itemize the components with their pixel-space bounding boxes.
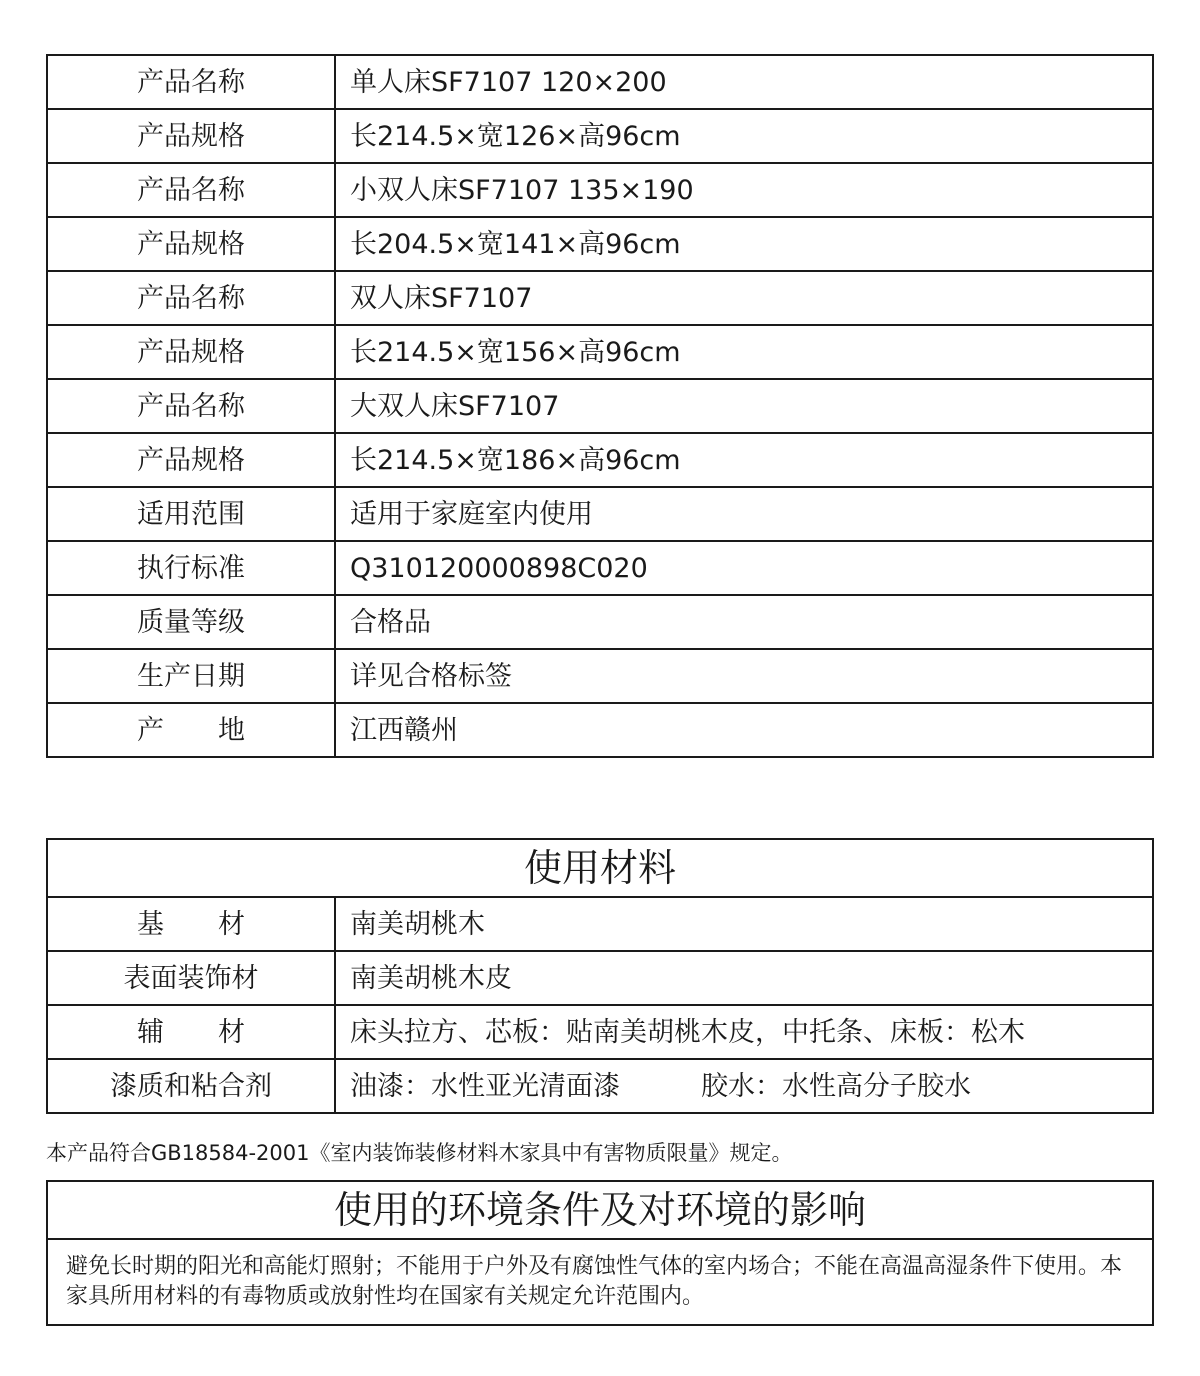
row-value: 单人床SF7107 120×200 bbox=[335, 55, 1153, 109]
row-value: 长214.5×宽156×高96cm bbox=[335, 325, 1153, 379]
table-row bbox=[47, 109, 1153, 163]
row-label: 辅 材 bbox=[47, 1005, 335, 1059]
table-row bbox=[47, 703, 1153, 757]
product-spec-table bbox=[46, 54, 1154, 758]
row-label: 产品规格 bbox=[47, 217, 335, 271]
row-value: 详见合格标签 bbox=[335, 649, 1153, 703]
materials-title: 使用材料 bbox=[47, 839, 1153, 897]
row-value: 长214.5×宽186×高96cm bbox=[335, 433, 1153, 487]
row-value: 合格品 bbox=[335, 595, 1153, 649]
table-row bbox=[47, 163, 1153, 217]
table-row bbox=[47, 649, 1153, 703]
row-label: 产品名称 bbox=[47, 55, 335, 109]
table-row bbox=[47, 1059, 1153, 1113]
table-row bbox=[47, 951, 1153, 1005]
row-label: 适用范围 bbox=[47, 487, 335, 541]
row-value: 南美胡桃木皮 bbox=[335, 951, 1153, 1005]
compliance-note: 本产品符合GB18584-2001《室内装饰装修材料木家具中有害物质限量》规定。 bbox=[46, 1141, 793, 1165]
row-label: 产品名称 bbox=[47, 271, 335, 325]
table-row bbox=[47, 55, 1153, 109]
row-value: 双人床SF7107 bbox=[335, 271, 1153, 325]
row-label: 表面装饰材 bbox=[47, 951, 335, 1005]
row-label: 基 材 bbox=[47, 897, 335, 951]
environment-body: 避免长时期的阳光和高能灯照射；不能用于户外及有腐蚀性气体的室内场合；不能在高温高湿条件下使用。本家具所用材料的有毒物质或放射性均在国家有关规定允许范围内。 bbox=[66, 1254, 1123, 1309]
row-value: 长204.5×宽141×高96cm bbox=[335, 217, 1153, 271]
table-row bbox=[47, 595, 1153, 649]
environment-title: 使用的环境条件及对环境的影响 bbox=[48, 1182, 1152, 1240]
row-label: 产 地 bbox=[47, 703, 335, 757]
row-label: 产品规格 bbox=[47, 433, 335, 487]
row-value: 南美胡桃木 bbox=[335, 897, 1153, 951]
row-label: 质量等级 bbox=[47, 595, 335, 649]
table-row bbox=[47, 541, 1153, 595]
table-row bbox=[47, 271, 1153, 325]
row-label: 产品名称 bbox=[47, 379, 335, 433]
materials-header-row bbox=[47, 839, 1153, 897]
materials-table bbox=[46, 838, 1154, 1114]
row-value: 小双人床SF7107 135×190 bbox=[335, 163, 1153, 217]
table-row bbox=[47, 379, 1153, 433]
table-row bbox=[47, 487, 1153, 541]
row-value: 床头拉方、芯板：贴南美胡桃木皮，中托条、床板：松木 bbox=[335, 1005, 1153, 1059]
row-label: 产品名称 bbox=[47, 163, 335, 217]
table-row bbox=[47, 897, 1153, 951]
row-label: 产品规格 bbox=[47, 325, 335, 379]
table-row bbox=[47, 325, 1153, 379]
row-value: 长214.5×宽126×高96cm bbox=[335, 109, 1153, 163]
table-row bbox=[47, 433, 1153, 487]
row-value: 油漆：水性亚光清面漆 胶水：水性高分子胶水 bbox=[335, 1059, 1153, 1113]
row-value: 适用于家庭室内使用 bbox=[335, 487, 1153, 541]
table-row bbox=[47, 217, 1153, 271]
row-label: 产品规格 bbox=[47, 109, 335, 163]
table-row bbox=[47, 1005, 1153, 1059]
row-label: 执行标准 bbox=[47, 541, 335, 595]
row-value: 江西赣州 bbox=[335, 703, 1153, 757]
row-value: Q310120000898C020 bbox=[335, 541, 1153, 595]
row-label: 生产日期 bbox=[47, 649, 335, 703]
environment-section bbox=[46, 1180, 1154, 1326]
row-label: 漆质和粘合剂 bbox=[47, 1059, 335, 1113]
row-value: 大双人床SF7107 bbox=[335, 379, 1153, 433]
